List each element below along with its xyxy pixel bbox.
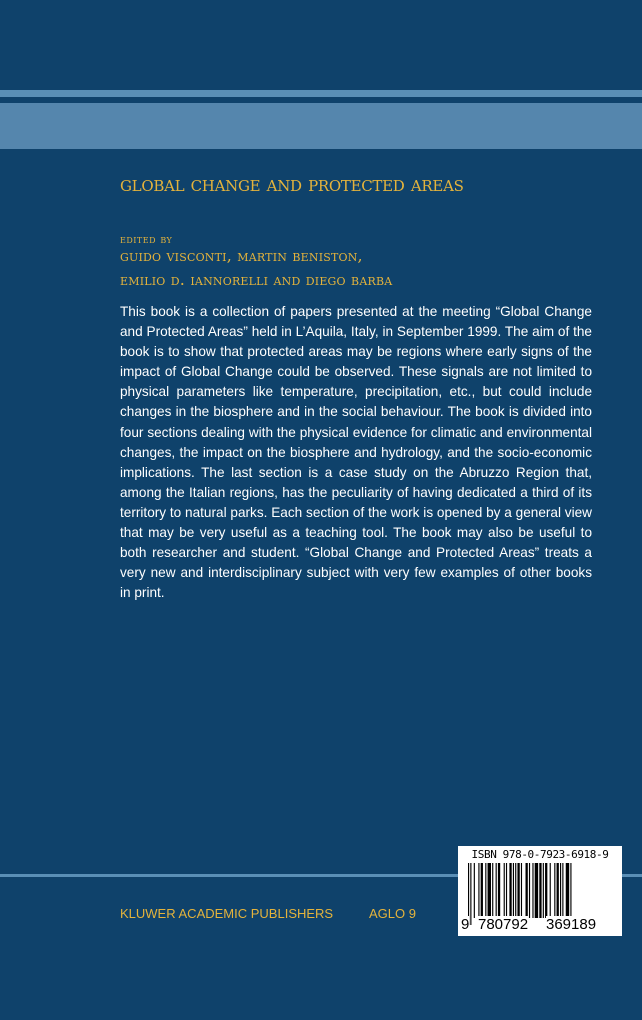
editors-line-2: emilio d. iannorelli and diego barba [120, 270, 393, 289]
top-decorative-band [0, 103, 642, 149]
publisher-name: KLUWER ACADEMIC PUBLISHERS [120, 906, 334, 921]
editors-line-1: guido visconti, martin beniston, [120, 246, 363, 265]
isbn-label: ISBN 978-0-7923-6918-9 [471, 848, 609, 861]
edited-by-label: edited by [120, 232, 173, 246]
barcode-digit-group-1: 780792 [478, 916, 529, 933]
barcode-digit-first: 9 [461, 916, 470, 933]
book-description: This book is a collection of papers presented at the meeting “Global Change and Protected Areas” held in L’Aquila, Italy, in September 1999. The aim of the book is to show that protected areas may be regions where early signs of the impact of Global Change could be observed. These signals are not limited to physical parameters like temperature, precipitation, etc., but could include changes in the biosphere and in the social behaviour. The book is divided into four sections dealing with the physical evidence for climatic and environmental changes, the impact on the biosphere and hydrology, and the socio-economic implications. The last section is a case study on the Abruzzo Region that, among the Italian regions, has the peculiarity of having dedicated a third of its territory to natural parks. Each section of the work is opened by a general view that may be very useful as a teaching tool. The book may also be useful to both researcher and student. “Global Change and Protected Areas” treats a very new and interdisciplinary subject with very few examples of other books in print. [120, 304, 592, 601]
isbn-barcode [458, 846, 622, 936]
book-title: global change and protected areas [120, 172, 464, 196]
barcode-digits [458, 916, 622, 934]
barcode-digit-group-2: 369189 [546, 916, 597, 933]
top-decorative-line [0, 90, 642, 97]
editors-list [120, 244, 392, 292]
series-code: AGLO 9 [369, 906, 416, 921]
